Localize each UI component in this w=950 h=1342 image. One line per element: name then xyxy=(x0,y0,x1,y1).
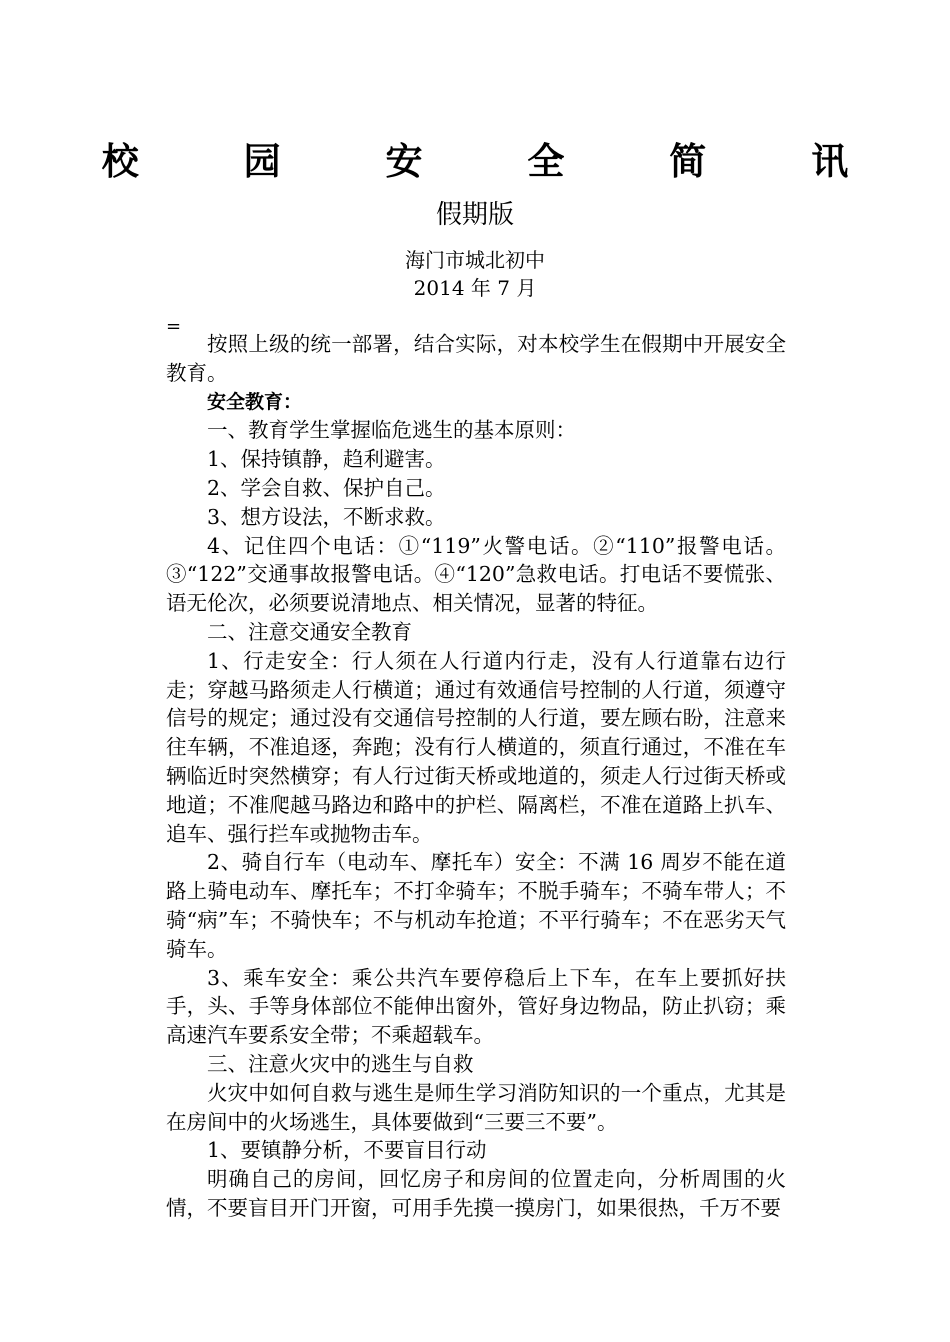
list-item: 1、保持镇静，趋利避害。 xyxy=(207,447,446,472)
list-item: 2、骑自行车（电动车、摩托车）安全：不满 16 周岁不能在道路上骑电动车、摩托车；不打伞骑车；不脱手骑车；不骑车带人；不骑“病”车；不骑快车；不与机动车抢道；不平行骑车；不在恶劣天气骑车。 xyxy=(166,850,786,961)
list-item: 4、记住四个电话：①“119”火警电话。②“110”报警电话。③“122”交通事故报警电话。④“120”急救电话。打电话不要慌张、语无伦次，必须要说清地点、相关情况，显著的特征。 xyxy=(166,533,786,616)
list-item: 3、乘车安全：乘公共汽车要停稳后上下车，在车上要抓好扶手，头、手等身体部位不能伸出窗外，管好身边物品，防止扒窃；乘高速汽车要系安全带；不乘超载车。 xyxy=(166,965,786,1048)
issue-date: 2014 年 7 月 xyxy=(413,276,537,300)
document-body xyxy=(166,330,786,1223)
list-item: 1、要镇静分析，不要盲目行动 xyxy=(207,1138,487,1163)
list-item: 2、学会自救、保护自己。 xyxy=(207,475,446,500)
heading-escape-principles: 一、教育学生掌握临危逃生的基本原则： xyxy=(207,418,576,443)
section-heading-safety-education: 安全教育： xyxy=(207,390,303,413)
list-item: 3、想方设法，不断求救。 xyxy=(207,504,446,529)
body-paragraph: 火灾中如何自救与逃生是师生学习消防知识的一个重点，尤其是在房间中的火场逃生，具体要做到“三要三不要”。 xyxy=(166,1080,786,1134)
organization-name: 海门市城北初中 xyxy=(405,248,545,272)
heading-fire-escape: 三、注意火灾中的逃生与自救 xyxy=(207,1051,474,1076)
list-item: 1、行走安全：行人须在人行道内行走，没有人行道靠右边行走；穿越马路须走人行横道；通过有效通信号控制的人行道，须遵守信号的规定；通过没有交通信号控制的人行道，要左顾右盼，注意来往车辆，不准追逐，奔跑；没有行人横道的，须直行通过，不准在车辆临近时突然横穿；有人行过街天桥或地道的，须走人行过街天桥或地道；不准爬越马路边和路中的护栏、隔离栏，不准在道路上扒车、追车、强行拦车或抛物击车。 xyxy=(166,648,786,846)
page-title: 校 园 安 全 简 讯 xyxy=(101,140,895,183)
body-paragraph: 明确自己的房间，回忆房子和房间的位置走向，分析周围的火情，不要盲目开门开窗，可用手先摸一摸房门，如果很热，千万不要 xyxy=(166,1167,786,1220)
heading-traffic-safety: 二、注意交通安全教育 xyxy=(207,619,412,644)
stray-mark: = xyxy=(166,316,182,337)
intro-paragraph: 按照上级的统一部署，结合实际，对本校学生在假期中开展安全教育。 xyxy=(166,332,786,385)
page-subtitle: 假期版 xyxy=(435,200,514,230)
